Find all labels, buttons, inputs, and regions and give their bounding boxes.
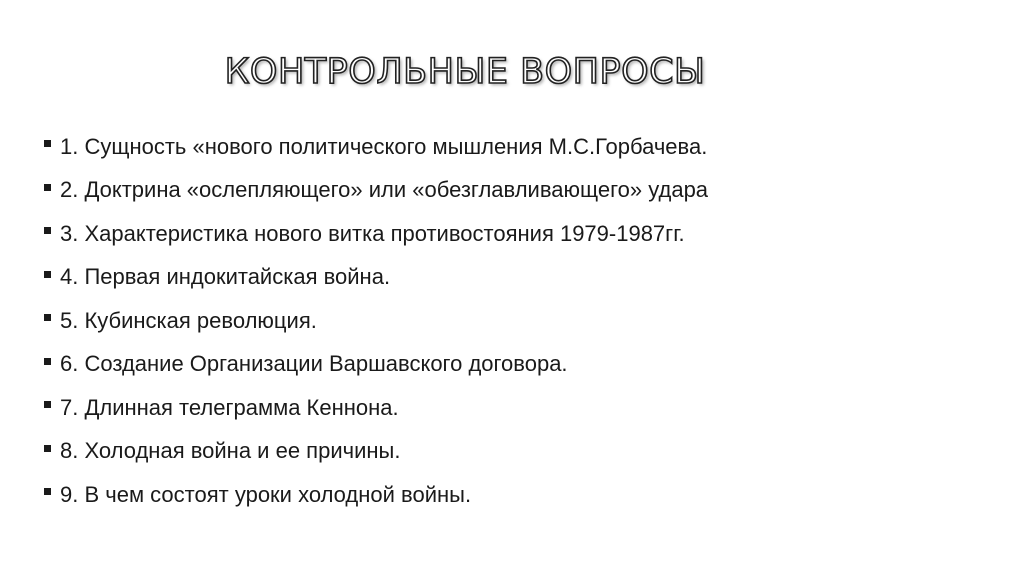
list-item-text: 1. Сущность «нового политического мышления М.С.Горбачева.	[60, 133, 708, 159]
square-bullet-icon	[44, 358, 51, 365]
questions-list	[44, 125, 1004, 517]
square-bullet-icon	[44, 445, 51, 452]
slide-title: КОНТРОЛЬНЫЕ ВОПРОСЫ	[224, 52, 706, 92]
list-item	[44, 256, 1004, 300]
list-item	[44, 125, 1004, 169]
list-item	[44, 343, 1004, 387]
list-item	[44, 473, 1004, 517]
list-item	[44, 299, 1004, 343]
square-bullet-icon	[44, 227, 51, 234]
list-item	[44, 386, 1004, 430]
square-bullet-icon	[44, 271, 51, 278]
list-item	[44, 212, 1004, 256]
list-item-text: 8. Холодная война и ее причины.	[60, 438, 401, 464]
list-item-text: 7. Длинная телеграмма Кеннона.	[60, 394, 399, 420]
list-item-text: 5. Кубинская революция.	[60, 307, 317, 333]
square-bullet-icon	[44, 140, 51, 147]
list-item-text: 3. Характеристика нового витка противостояния 1979-1987гг.	[60, 220, 685, 246]
list-item-text: 6. Создание Организации Варшавского договора.	[60, 351, 568, 377]
list-item-text: 9. В чем состоят уроки холодной войны.	[60, 481, 472, 507]
list-item	[44, 430, 1004, 474]
square-bullet-icon	[44, 401, 51, 408]
list-item	[44, 169, 1004, 213]
list-item-text: 4. Первая индокитайская война.	[60, 264, 391, 290]
square-bullet-icon	[44, 488, 51, 495]
square-bullet-icon	[44, 314, 51, 321]
list-item-text: 2. Доктрина «ослепляющего» или «обезглавливающего» удара	[60, 177, 709, 203]
square-bullet-icon	[44, 184, 51, 191]
